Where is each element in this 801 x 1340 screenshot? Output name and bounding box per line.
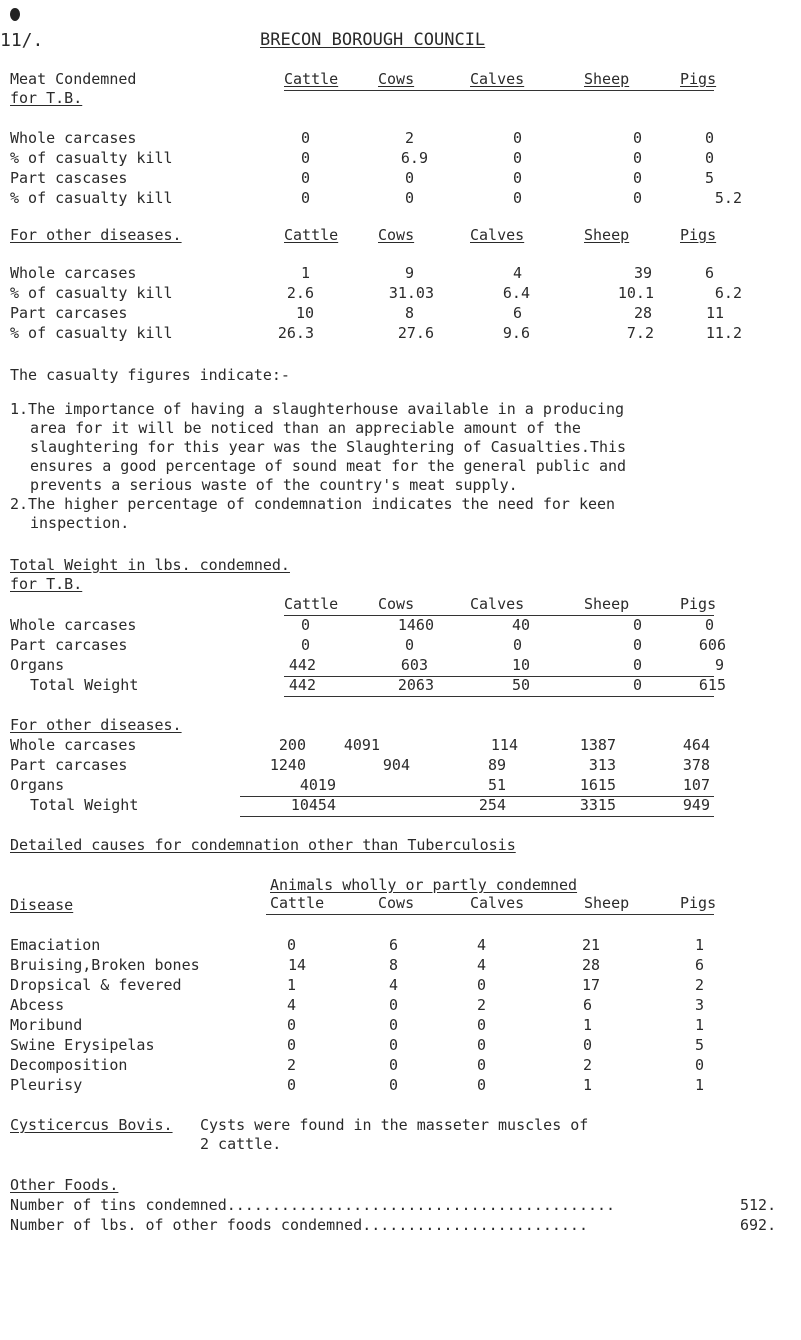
note-point-1-line: 1.The importance of having a slaughterhouse available in a producing	[10, 400, 625, 418]
note-title: Cysticercus Bovis.	[10, 1116, 173, 1134]
row-label: Part carcases	[10, 636, 128, 654]
row-label: % of casualty kill	[10, 284, 173, 302]
table-cell: 2	[286, 1056, 296, 1074]
column-header: Cows	[378, 894, 415, 912]
table-cell: 4	[476, 936, 486, 954]
table-cell: 5	[704, 169, 714, 187]
section-title: For other diseases.	[10, 716, 182, 734]
table-cell: 6	[582, 996, 592, 1014]
lbs-condemned-label: Number of lbs. of other foods condemned.........................	[10, 1216, 588, 1234]
table-cell: 0	[632, 676, 642, 694]
row-label: % of casualty kill	[10, 324, 173, 342]
table-cell: 11	[705, 304, 724, 322]
table-cell: 0	[286, 936, 296, 954]
table-cell: 50	[511, 676, 530, 694]
row-label: Whole carcases	[10, 129, 137, 147]
total-rule	[240, 816, 714, 817]
row-label: Whole carcases	[10, 264, 137, 282]
tins-condemned-label: Number of tins condemned...........................................	[10, 1196, 616, 1214]
table-cell: 2063	[397, 676, 434, 694]
table-cell: 1387	[579, 736, 616, 754]
table-cell: 31.03	[388, 284, 434, 302]
table-cell: 2	[476, 996, 486, 1014]
table-cell: 0	[582, 1036, 592, 1054]
table-cell: 0	[632, 656, 642, 674]
table-cell: 1	[582, 1076, 592, 1094]
table-cell: 0	[300, 189, 310, 207]
row-label: Swine Erysipelas	[10, 1036, 155, 1054]
column-header: Calves	[470, 70, 525, 88]
table-cell: 114	[490, 736, 518, 754]
table-cell: 0	[286, 1036, 296, 1054]
table-cell: 0	[388, 1076, 398, 1094]
note-point-1-line: slaughtering for this year was the Slaughtering of Casualties.This	[30, 438, 627, 456]
table-cell: 606	[698, 636, 726, 654]
row-label: Total Weight	[30, 796, 139, 814]
row-label: Emaciation	[10, 936, 101, 954]
table-cell: 0	[632, 616, 642, 634]
table-cell: 1	[300, 264, 310, 282]
column-header: Cattle	[284, 226, 339, 244]
table-cell: 2	[694, 976, 704, 994]
table-cell: 0	[388, 996, 398, 1014]
table-cell: 107	[682, 776, 710, 794]
column-header: Calves	[470, 894, 525, 912]
total-rule	[284, 696, 714, 697]
row-label: Moribund	[10, 1016, 83, 1034]
table-cell: 464	[682, 736, 710, 754]
table-cell: 11.2	[705, 324, 742, 342]
row-label: Part carcases	[10, 756, 128, 774]
row-label: Dropsical & fevered	[10, 976, 182, 994]
table-cell: 28	[633, 304, 652, 322]
note-text: 2 cattle.	[200, 1135, 282, 1153]
table-cell: 0	[512, 169, 522, 187]
table-cell: 0	[476, 1076, 486, 1094]
table-cell: 0	[632, 169, 642, 187]
table-cell: 8	[388, 956, 398, 974]
section-subtitle: for T.B.	[10, 575, 83, 593]
table-cell: 9.6	[502, 324, 530, 342]
table-cell: 0	[404, 189, 414, 207]
table-cell: 8	[404, 304, 414, 322]
table-cell: 26.3	[277, 324, 314, 342]
table-cell: 0	[476, 1036, 486, 1054]
table-cell: 0	[476, 976, 486, 994]
column-header: Cows	[378, 70, 415, 88]
table-cell: 4	[286, 996, 296, 1014]
table-cell: 0	[704, 616, 714, 634]
table-cell: 6.2	[714, 284, 742, 302]
table-cell: 0	[632, 189, 642, 207]
column-header: Sheep	[584, 595, 630, 613]
page-bullet-mark	[10, 8, 20, 21]
table-cell: 7.2	[626, 324, 654, 342]
table-cell: 10454	[290, 796, 336, 814]
table-cell: 9	[714, 656, 724, 674]
column-header: Calves	[470, 226, 525, 244]
column-header: Pigs	[680, 226, 717, 244]
table-cell: 40	[511, 616, 530, 634]
header-rule	[284, 90, 714, 91]
table-cell: 6.4	[502, 284, 530, 302]
table-cell: 4091	[343, 736, 380, 754]
column-header: Cattle	[284, 595, 339, 613]
table-cell: 0	[286, 1076, 296, 1094]
row-label: % of casualty kill	[10, 149, 173, 167]
table-cell: 0	[300, 616, 310, 634]
table-cell: 2	[404, 129, 414, 147]
section-title: Total Weight in lbs. condemned.	[10, 556, 290, 574]
table-cell: 51	[487, 776, 506, 794]
table-cell: 27.6	[397, 324, 434, 342]
section-subtitle: for T.B.	[10, 89, 83, 107]
table-cell: 0	[388, 1016, 398, 1034]
table-cell: 1	[694, 1076, 704, 1094]
table-cell: 4	[388, 976, 398, 994]
table-cell: 0	[300, 129, 310, 147]
table-cell: 3315	[579, 796, 616, 814]
table-cell: 17	[581, 976, 600, 994]
table-cell: 0	[476, 1056, 486, 1074]
column-header: Cattle	[284, 70, 339, 88]
table-cell: 10	[511, 656, 530, 674]
page-number: 11/.	[0, 30, 44, 51]
table-cell: 9	[404, 264, 414, 282]
total-rule	[284, 676, 714, 677]
casualty-intro: The casualty figures indicate:-	[10, 366, 290, 384]
table-cell: 0	[694, 1056, 704, 1074]
header-rule	[284, 615, 714, 616]
row-label: Organs	[10, 656, 65, 674]
row-label: Part cascases	[10, 169, 128, 187]
table-cell: 442	[288, 656, 316, 674]
table-cell: 0	[632, 149, 642, 167]
table-cell: 0	[632, 636, 642, 654]
table-cell: 5	[694, 1036, 704, 1054]
table-cell: 6	[694, 956, 704, 974]
tins-condemned-value: 512.	[740, 1196, 777, 1214]
row-label: % of casualty kill	[10, 189, 173, 207]
table-cell: 28	[581, 956, 600, 974]
table-cell: 6	[512, 304, 522, 322]
table-cell: 0	[300, 636, 310, 654]
table-cell: 949	[682, 796, 710, 814]
table-cell: 254	[478, 796, 506, 814]
column-header: Pigs	[680, 70, 717, 88]
table-cell: 39	[633, 264, 652, 282]
row-label: Organs	[10, 776, 65, 794]
note-text: Cysts were found in the masseter muscles of	[200, 1116, 589, 1134]
table-cell: 313	[588, 756, 616, 774]
table-cell: 0	[512, 189, 522, 207]
table-cell: 4019	[299, 776, 336, 794]
table-cell: 0	[704, 129, 714, 147]
page-title: BRECON BOROUGH COUNCIL	[260, 30, 486, 50]
table-cell: 0	[286, 1016, 296, 1034]
column-header: Cattle	[270, 894, 325, 912]
table-cell: 1	[582, 1016, 592, 1034]
table-cell: 14	[287, 956, 306, 974]
table-cell: 2.6	[286, 284, 314, 302]
column-header: Sheep	[584, 226, 630, 244]
row-label: Decomposition	[10, 1056, 128, 1074]
table-cell: 0	[632, 129, 642, 147]
table-cell: 603	[400, 656, 428, 674]
table-cell: 10.1	[617, 284, 654, 302]
table-cell: 0	[388, 1056, 398, 1074]
table-cell: 10	[295, 304, 314, 322]
table-cell: 1	[286, 976, 296, 994]
row-label: Whole carcases	[10, 616, 137, 634]
lbs-condemned-value: 692.	[740, 1216, 777, 1234]
table-cell: 3	[694, 996, 704, 1014]
column-header: Cows	[378, 226, 415, 244]
table-cell: 200	[278, 736, 306, 754]
row-label: Part carcases	[10, 304, 128, 322]
table-cell: 0	[476, 1016, 486, 1034]
table-cell: 0	[512, 636, 522, 654]
group-header: Animals wholly or partly condemned	[270, 876, 578, 894]
table-cell: 0	[512, 149, 522, 167]
column-header: Pigs	[680, 894, 717, 912]
disease-header: Disease	[10, 896, 74, 914]
table-cell: 904	[382, 756, 410, 774]
section-title: Detailed causes for condemnation other than Tuberculosis	[10, 836, 516, 854]
table-cell: 6.9	[400, 149, 428, 167]
column-header: Pigs	[680, 595, 717, 613]
table-cell: 0	[300, 169, 310, 187]
row-label: Whole carcases	[10, 736, 137, 754]
table-cell: 0	[704, 149, 714, 167]
row-label: Bruising,Broken bones	[10, 956, 200, 974]
table-cell: 0	[404, 636, 414, 654]
table-cell: 6	[704, 264, 714, 282]
note-point-2-line: 2.The higher percentage of condemnation indicates the need for keen	[10, 495, 616, 513]
table-cell: 1	[694, 936, 704, 954]
section-title: Other Foods.	[10, 1176, 119, 1194]
note-point-1-line: prevents a serious waste of the country's meat supply.	[30, 476, 518, 494]
row-label: Pleurisy	[10, 1076, 83, 1094]
column-header: Sheep	[584, 894, 630, 912]
table-cell: 0	[512, 129, 522, 147]
table-cell: 21	[581, 936, 600, 954]
table-cell: 5.2	[714, 189, 742, 207]
table-cell: 89	[487, 756, 506, 774]
table-cell: 0	[404, 169, 414, 187]
header-rule	[266, 914, 714, 915]
table-cell: 1460	[397, 616, 434, 634]
table-cell: 2	[582, 1056, 592, 1074]
table-cell: 4	[512, 264, 522, 282]
row-label: Total Weight	[30, 676, 139, 694]
column-header: Cows	[378, 595, 415, 613]
section-title: For other diseases.	[10, 226, 182, 244]
column-header: Calves	[470, 595, 525, 613]
column-header: Sheep	[584, 70, 630, 88]
table-cell: 6	[388, 936, 398, 954]
table-cell: 1	[694, 1016, 704, 1034]
table-cell: 442	[288, 676, 316, 694]
note-point-1-line: area for it will be noticed than an appreciable amount of the	[30, 419, 581, 437]
row-label: Abcess	[10, 996, 65, 1014]
table-cell: 1615	[579, 776, 616, 794]
note-point-2-line: inspection.	[30, 514, 130, 532]
table-cell: 378	[682, 756, 710, 774]
table-cell: 1240	[269, 756, 306, 774]
section-title: Meat Condemned	[10, 70, 137, 88]
table-cell: 4	[476, 956, 486, 974]
table-cell: 0	[300, 149, 310, 167]
table-cell: 615	[698, 676, 726, 694]
note-point-1-line: ensures a good percentage of sound meat for the general public and	[30, 457, 627, 475]
table-cell: 0	[388, 1036, 398, 1054]
